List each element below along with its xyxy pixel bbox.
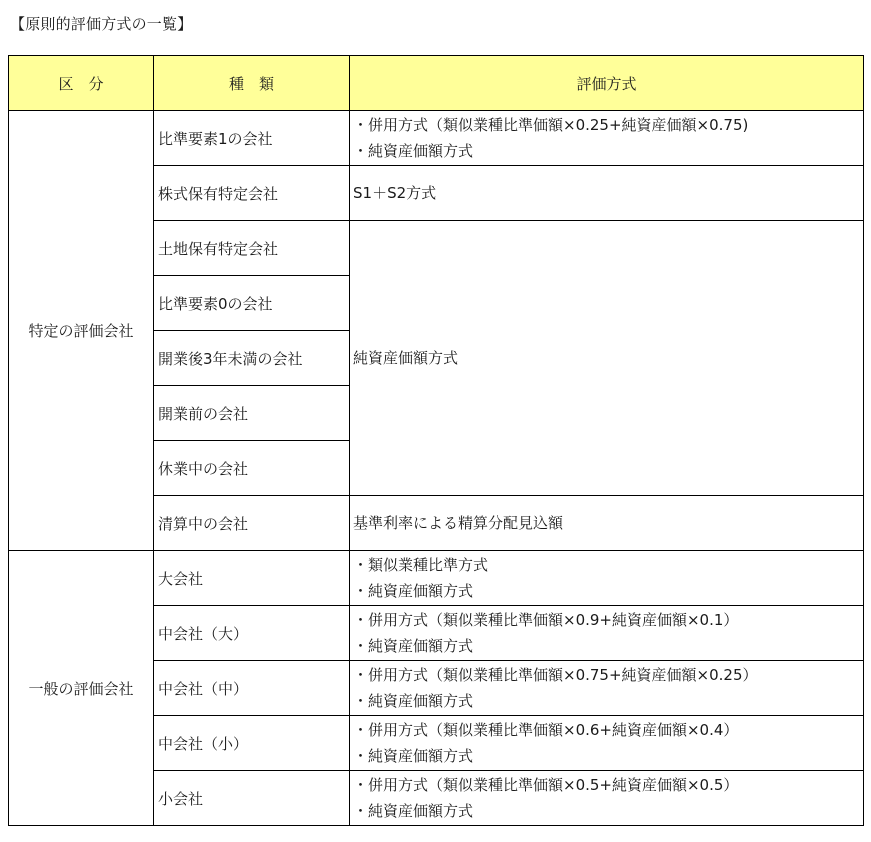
company-type: 小会社: [154, 771, 350, 826]
company-type: 清算中の会社: [154, 496, 350, 551]
table-header-row: [9, 56, 864, 111]
company-type: 休業中の会社: [154, 441, 350, 496]
method-line: 基準利率による精算分配見込額: [353, 514, 564, 532]
method-cell: [350, 661, 864, 716]
method-line: ・併用方式（類似業種比準価額×0.9+純資産価額×0.1）: [353, 611, 739, 629]
company-type: 中会社（小）: [154, 716, 350, 771]
method-line: ・併用方式（類似業種比準価額×0.25+純資産価額×0.75): [353, 116, 749, 134]
company-type: 比準要素1の会社: [154, 111, 350, 166]
method-line: ・類似業種比準方式: [353, 556, 489, 574]
header-category: 区 分: [9, 56, 154, 111]
method-cell: [350, 551, 864, 606]
company-type: 開業前の会社: [154, 386, 350, 441]
method-cell: [350, 496, 864, 551]
table-row: [9, 111, 864, 166]
evaluation-method-table: [8, 55, 864, 826]
method-line: ・純資産価額方式: [353, 692, 474, 710]
method-line: S1＋S2方式: [353, 184, 437, 202]
method-cell: [350, 771, 864, 826]
page-title: 【原則的評価方式の一覧】: [10, 15, 193, 33]
group-label-specific: 特定の評価会社: [9, 111, 154, 551]
company-type: 中会社（大）: [154, 606, 350, 661]
company-type: 土地保有特定会社: [154, 221, 350, 276]
method-cell: [350, 111, 864, 166]
company-type: 比準要素0の会社: [154, 276, 350, 331]
method-line: ・純資産価額方式: [353, 637, 474, 655]
method-line: ・併用方式（類似業種比準価額×0.6+純資産価額×0.4）: [353, 721, 739, 739]
group-label-general: 一般の評価会社: [9, 551, 154, 826]
method-line: ・純資産価額方式: [353, 747, 474, 765]
method-cell: [350, 166, 864, 221]
method-line: ・純資産価額方式: [353, 582, 474, 600]
company-type: 株式保有特定会社: [154, 166, 350, 221]
company-type: 中会社（中）: [154, 661, 350, 716]
method-line: ・純資産価額方式: [353, 142, 474, 160]
method-line: ・純資産価額方式: [353, 802, 474, 820]
method-cell: [350, 716, 864, 771]
company-type: 開業後3年未満の会社: [154, 331, 350, 386]
table-row: [9, 551, 864, 606]
method-line: ・併用方式（類似業種比準価額×0.5+純資産価額×0.5）: [353, 776, 739, 794]
method-line: 純資産価額方式: [353, 349, 459, 367]
method-cell: [350, 221, 864, 496]
header-type: 種 類: [154, 56, 350, 111]
method-line: ・併用方式（類似業種比準価額×0.75+純資産価額×0.25）: [353, 666, 758, 684]
company-type: 大会社: [154, 551, 350, 606]
header-method: 評価方式: [350, 56, 864, 111]
method-cell: [350, 606, 864, 661]
